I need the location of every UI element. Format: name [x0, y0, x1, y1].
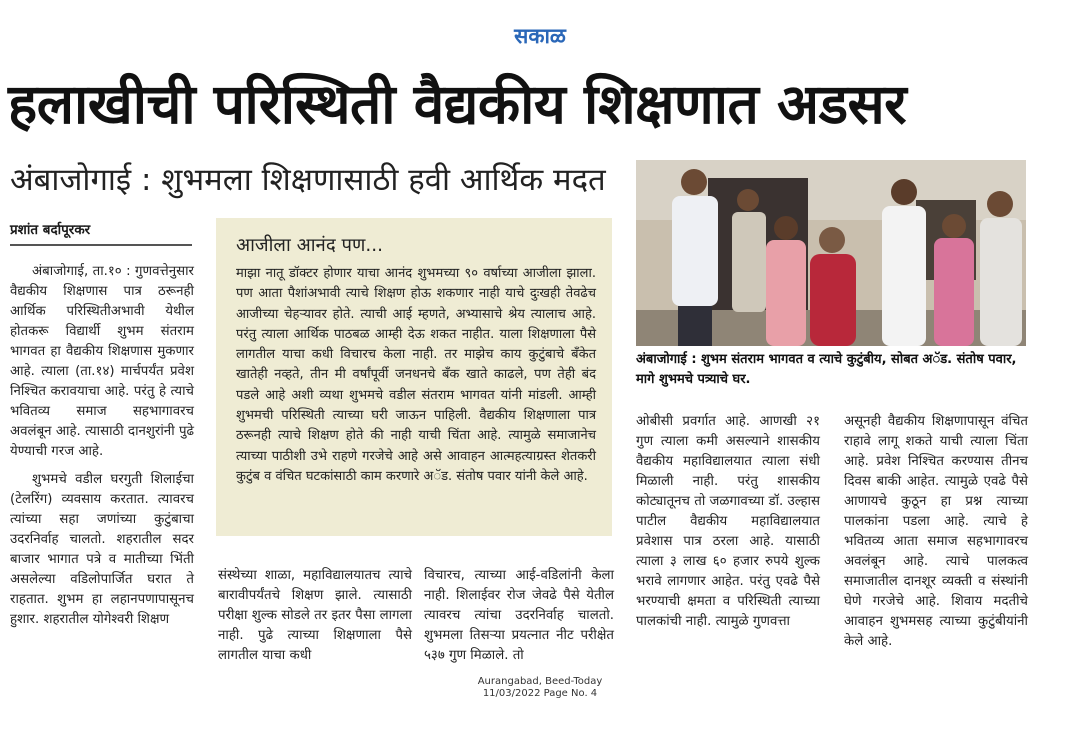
- photo-caption: अंबाजोगाई : शुभम संतराम भागवत व त्याचे कुटुंबीय, सोबत अॅड. संतोष पवार, मागे शुभमचे पत्र्याचे घर.: [636, 352, 1017, 387]
- article-column-2: [218, 566, 412, 674]
- article-paragraph: अंबाजोगाई, ता.१० : गुणवत्तेनुसार वैद्यकीय शिक्षणास पात्र ठरूनही आर्थिक परिस्थितीअभावी येथील होतकरू विद्यार्थी शुभम संतराम भागवत हा वैद्यकीय शिक्षणास मुकणार आहे. त्याला (ता.१४) मार्चपर्यंत प्रवेश निश्चित करावयाचा आहे. परंतु हे त्याचे भवितव्य समाज सहभागावरच अवलंबून आहे. त्यासाठी दानशुरांनी पुढे येण्याची गरज आहे.: [10, 264, 194, 459]
- family-photo: [636, 160, 1026, 346]
- article-column-5: [844, 412, 1028, 660]
- family-photo-illustration: [636, 160, 1026, 346]
- article-column-3: [424, 566, 614, 674]
- headline: हलाखीची परिस्थिती वैद्यकीय शिक्षणात अडसर: [8, 72, 907, 136]
- newspaper-masthead: सकाळ: [514, 24, 566, 48]
- article-column-4: [636, 412, 820, 640]
- subheadline: अंबाजोगाई : शुभमला शिक्षणासाठी हवी आर्थिक मदत: [10, 162, 606, 198]
- sidebar-box-title: आजीला आनंद पण...: [236, 235, 384, 256]
- article-paragraph: असूनही वैद्यकीय शिक्षणापासून वंचित राहावे लागू शकते याची त्याला चिंता आहे. प्रवेश निश्चित करण्यास तीनच दिवस बाकी आहेत. त्यामुळे एवढे पैसे आणायचे कुठून हा प्रश्न त्याच्या पालकांना पडला आहे. त्याचे हे भवितव्य आता समाज सहभागावरच अवलंबून आहे. त्याचे पालकत्व समाजातील दानशूर व्यक्ती व संस्थांनी घेणे गरजेचे आहे. शिवाय मदतीचे आवाहन शुभमसह त्याच्या कुटुंबीयांनी केले आहे.: [844, 414, 1028, 649]
- edition-name: Aurangabad, Beed-Today: [477, 676, 603, 687]
- edition-footer: [420, 676, 660, 700]
- article-paragraph: विचारच, त्याच्या आई-वडिलांनी केला नाही. शिलाईवर रोज जेवढे पैसे येतील त्यावरच त्यांचा उदरनिर्वाह चालतो. शुभमला तिसऱ्या प्रयत्नात नीट परीक्षेत ५३७ गुण मिळाले. तो: [424, 568, 614, 663]
- article-column-1: [10, 262, 194, 638]
- article-paragraph: संस्थेच्या शाळा, महाविद्यालयातच त्याचे बारावीपर्यंतचे शिक्षण झाले. त्यासाठी परीक्षा शुल्क सोडले तर इतर पैसा लागला नाही. पुढे त्याच्या शिक्षणाला पैसे लागतील याचा कधी: [218, 568, 412, 663]
- byline: प्रशांत बर्दापूरकर: [10, 220, 192, 246]
- article-paragraph: ओबीसी प्रवर्गात आहे. आणखी २१ गुण त्याला कमी असल्याने शासकीय वैद्यकीय महाविद्यालयात त्याला संधी मिळाली नाही. परंतु शासकीय कोट्यातूनच तो जळगावच्या डॉ. उल्हास पाटील वैद्यकीय महाविद्यालयात प्रवेशास पात्र ठरला आहे. यासाठी त्याला ३ लाख ६० हजार रुपये शुल्क भरावे लागणार आहेत. परंतु एवढे पैसे भरण्याची क्षमता व परिस्थिती त्याच्या पालकांची नाही. त्यामुळे गुणवत्ता: [636, 414, 820, 629]
- sidebar-box-body: माझा नातू डॉक्टर होणार याचा आनंद शुभमच्या ९० वर्षाच्या आजीला झाला. पण आता पैशांअभावी त्याचे शिक्षण होऊ शकणार नाही याचे दुःखही तेवढेच आजीच्या चेहऱ्यावर होते. त्याची आई म्हणते, अभ्यासाचे श्रेय त्यालाच आहे. परंतु त्याला आर्थिक पाठबळ आम्ही देऊ शकत नाहीत. याला शिक्षणाला पैसे लागतील याचा कधी विचारच केला नाही. तर माझेच काय कुटुंबाचे बँकेत खातेही नव्हते, तीन मी वर्षांपूर्वी जनधनचे बँक खाते काढले, पण तेही बंद पडले आहे अशी व्यथा शुभमचे वडील संतराम भागवत यांनी मांडली. आम्ही शुभमची परिस्थिती त्याच्या घरी जाऊन पाहिली. वैद्यकीय शिक्षणाला पात्र ठरूनही त्याचे शिक्षण होते की नाही याची चिंता आहे. त्यामुळे समाजानेच त्याच्या पाठीशी उभे राहणे गरजेचे आहे असे आवाहन आत्महत्याग्रस्त शेतकरी कुटुंब व वंचित घटकांसाठी काम करणारे अॅड. संतोष पवार यांनी केले आहे.: [236, 266, 596, 484]
- edition-date-page: 11/03/2022 Page No. 4: [482, 688, 598, 699]
- article-paragraph: शुभमचे वडील घरगुती शिलाईचा (टेलरिंग) व्यवसाय करतात. त्यावरच त्यांच्या सहा जणांच्या कुटुंबाचा उदरनिर्वाह चालतो. शहरातील सदर बाजार भागात पत्रे व मातीच्या भिंती असलेल्या वडिलोपार्जित घरात ते राहतात. शुभम हा लहानपणापासूनच हुशार. शहरातील योगेश्वरी शिक्षण: [10, 472, 194, 627]
